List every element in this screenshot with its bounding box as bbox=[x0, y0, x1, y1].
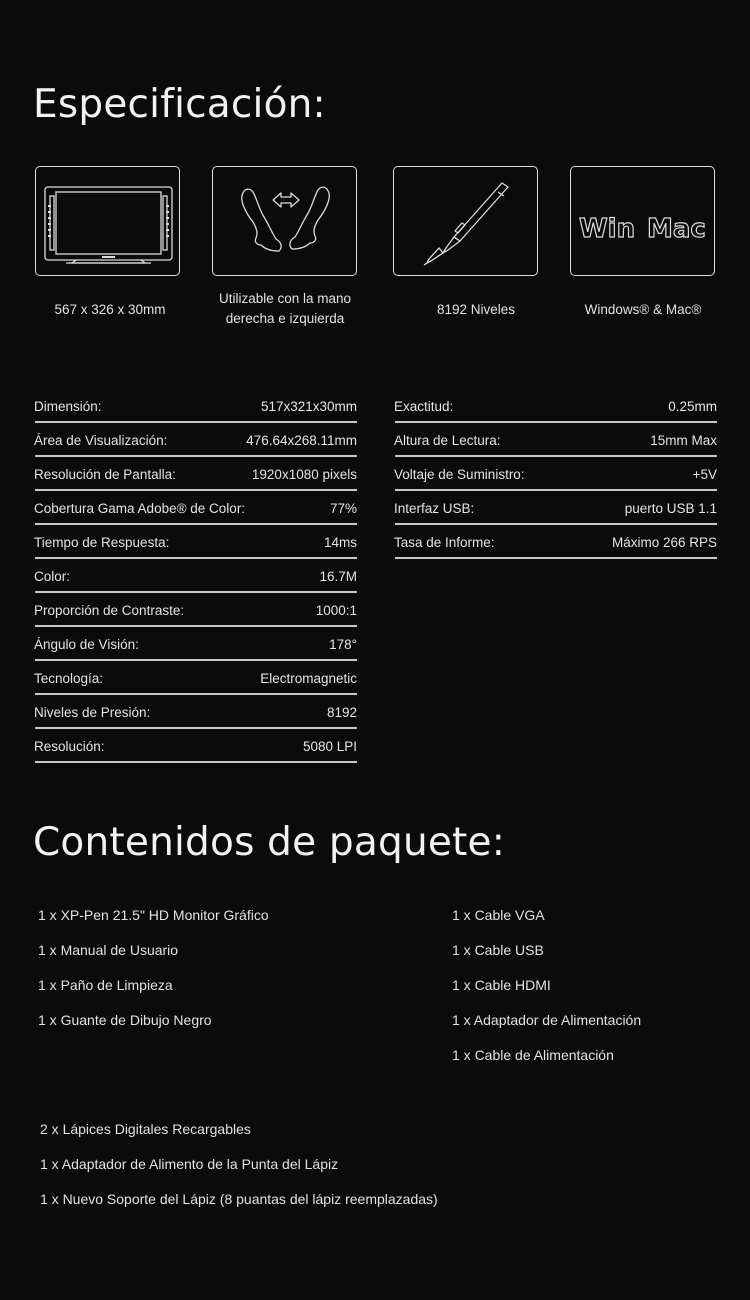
spec-label: Tiempo de Respuesta: bbox=[34, 534, 170, 550]
list-item: 1 x Adaptador de Alimentación bbox=[452, 1012, 642, 1028]
spec-row bbox=[35, 593, 357, 627]
spec-value: 1920x1080 pixels bbox=[251, 466, 357, 482]
spec-row bbox=[395, 389, 717, 423]
spec-row bbox=[35, 389, 357, 423]
spec-row bbox=[35, 695, 357, 729]
caption-line: Windows® & Mac® bbox=[584, 302, 702, 317]
spec-row bbox=[35, 661, 357, 695]
hands-feature-caption bbox=[195, 289, 375, 329]
spec-value: 16.7M bbox=[319, 568, 357, 584]
spec-label: Ángulo de Visión: bbox=[34, 636, 139, 652]
package-list-extra bbox=[40, 1112, 438, 1217]
list-item: 2 x Lápices Digitales Recargables bbox=[40, 1121, 251, 1137]
spec-value: 517x321x30mm bbox=[260, 398, 357, 414]
spec-value: 77% bbox=[329, 500, 357, 516]
spec-value: Máximo 266 RPS bbox=[611, 534, 717, 550]
spec-label: Proporción de Contraste: bbox=[34, 602, 185, 618]
os-icon bbox=[571, 167, 716, 277]
caption-line: 8192 Niveles bbox=[436, 302, 516, 317]
package-list-right bbox=[452, 898, 641, 1073]
list-item: 1 x Nuevo Soporte del Lápiz (8 puantas del lápiz reemplazadas) bbox=[40, 1191, 438, 1207]
spec-label: Voltaje de Suministro: bbox=[394, 466, 525, 482]
spec-label: Cobertura Gama Adobe® de Color: bbox=[34, 500, 246, 516]
package-list-left bbox=[38, 898, 269, 1038]
spec-row bbox=[395, 423, 717, 457]
list-item: 1 x Guante de Dibujo Negro bbox=[38, 1012, 212, 1028]
list-item: 1 x Cable USB bbox=[452, 942, 544, 958]
spec-label: Resolución de Pantalla: bbox=[34, 466, 176, 482]
spec-row bbox=[35, 729, 357, 763]
spec-row bbox=[35, 525, 357, 559]
spec-value: 15mm Max bbox=[650, 432, 717, 448]
spec-label: Tecnología: bbox=[34, 670, 104, 686]
spec-row bbox=[35, 559, 357, 593]
spec-row bbox=[395, 525, 717, 559]
list-item: 1 x Paño de Limpieza bbox=[38, 977, 173, 993]
spec-row bbox=[35, 457, 357, 491]
spec-row bbox=[35, 423, 357, 457]
spec-row bbox=[35, 491, 357, 525]
spec-row bbox=[35, 627, 357, 661]
spec-label: Color: bbox=[34, 568, 71, 584]
os-feature-caption bbox=[553, 300, 733, 320]
spec-label: Dimensión: bbox=[34, 398, 102, 414]
list-item: 1 x Cable de Alimentación bbox=[452, 1047, 614, 1063]
spec-value: 476.64x268.11mm bbox=[246, 432, 357, 448]
spec-row bbox=[395, 491, 717, 525]
spec-value: 5080 LPI bbox=[302, 738, 357, 754]
spec-label: Interfaz USB: bbox=[394, 500, 475, 516]
spec-table-left bbox=[35, 389, 357, 763]
spec-label: Exactitud: bbox=[394, 398, 454, 414]
monitor-feature-caption bbox=[20, 300, 200, 320]
spec-label: Tasa de Informe: bbox=[394, 534, 495, 550]
caption-line: Utilizable con la mano bbox=[218, 291, 352, 306]
spec-value: 0.25mm bbox=[668, 398, 717, 414]
os-label-mac: Mac bbox=[647, 214, 706, 244]
spec-label: Resolución: bbox=[34, 738, 105, 754]
list-item: 1 x XP-Pen 21.5" HD Monitor Gráfico bbox=[38, 907, 269, 923]
package-section-title: Contenidos de paquete: bbox=[33, 820, 506, 865]
list-item: 1 x Adaptador de Alimento de la Punta del Lápiz bbox=[40, 1156, 339, 1172]
monitor-feature-box bbox=[35, 166, 180, 276]
spec-value: 8192 bbox=[326, 704, 357, 720]
spec-label: Niveles de Presión: bbox=[34, 704, 151, 720]
spec-value: +5V bbox=[692, 466, 717, 482]
list-item: 1 x Manual de Usuario bbox=[38, 942, 179, 958]
pen-feature-caption bbox=[386, 300, 566, 320]
os-label-win: Win bbox=[579, 214, 636, 244]
spec-section-title: Especificación: bbox=[33, 82, 326, 127]
spec-value: puerto USB 1.1 bbox=[624, 500, 717, 516]
spec-label: Área de Visualización: bbox=[34, 432, 168, 448]
list-item: 1 x Cable VGA bbox=[452, 907, 545, 923]
caption-line: derecha e izquierda bbox=[225, 311, 345, 326]
monitor-icon bbox=[36, 167, 181, 277]
pen-icon bbox=[394, 167, 539, 277]
pen-feature-box bbox=[393, 166, 538, 276]
spec-value: 1000:1 bbox=[315, 602, 357, 618]
spec-label: Altura de Lectura: bbox=[394, 432, 501, 448]
spec-row bbox=[395, 457, 717, 491]
spec-table-right bbox=[395, 389, 717, 559]
spec-value: 14ms bbox=[323, 534, 357, 550]
os-feature-box bbox=[570, 166, 715, 276]
spec-value: 178° bbox=[329, 636, 357, 652]
list-item: 1 x Cable HDMI bbox=[452, 977, 551, 993]
hands-feature-box bbox=[212, 166, 357, 276]
spec-value: Electromagnetic bbox=[260, 670, 357, 686]
caption-line: 567 x 326 x 30mm bbox=[54, 302, 166, 317]
hands-icon bbox=[213, 167, 358, 277]
